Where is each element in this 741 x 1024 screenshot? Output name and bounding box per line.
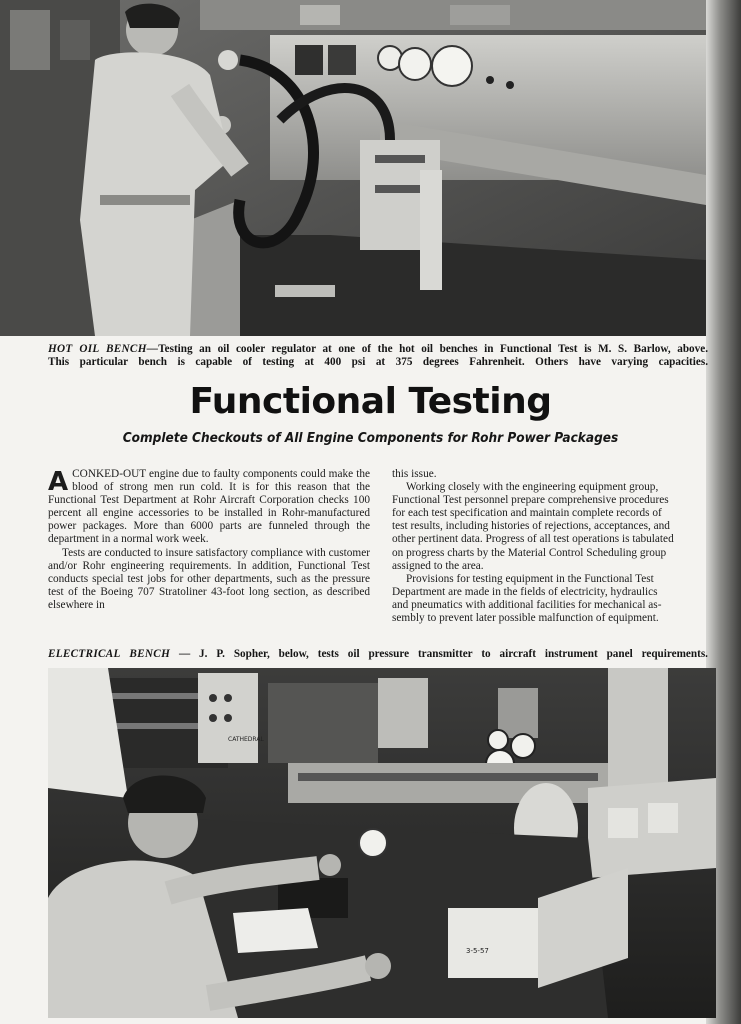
article-subtitle: Complete Checkouts of All Engine Components for Rohr Power Packages — [122, 430, 619, 446]
text-line: on progress charts by the Material Control Scheduling group — [392, 546, 667, 559]
article-column-left — [48, 468, 370, 612]
caption-lead: ELECTRICAL BENCH — [48, 648, 171, 660]
hot-oil-bench-photo — [0, 0, 706, 336]
text-line: and pneumatics with additional facilities for mechanical as- — [392, 598, 662, 611]
caption-text-line: This particular bench is capable of testing at 400 psi at 375 degrees Fahrenheit. Others have varying capacities. — [48, 355, 708, 368]
electrical-bench-caption — [48, 648, 708, 661]
text-line: other pertinent data. Progress of all test operations is tabulated — [392, 533, 674, 546]
text-line: Provisions for testing equipment in the Functional Test — [406, 572, 654, 585]
text-line: Working closely with the engineering equipment group, — [406, 481, 659, 494]
caption-lead: HOT OIL BENCH— — [48, 343, 159, 355]
text-line: this issue. — [392, 468, 437, 480]
caption-text: — J. P. Sopher, below, tests oil pressure transmitter to aircraft instrument panel requirements. — [170, 648, 708, 660]
electrical-bench-photo — [48, 668, 716, 1018]
article-paragraph — [48, 468, 370, 547]
text-line: Department are made in the fields of electricity, hydraulics — [392, 585, 658, 598]
cabinet-label: CATHEDRAL — [228, 736, 264, 743]
text-line: sembly to prevent later possible malfunction of equipment. — [392, 612, 659, 625]
article-paragraph: Tests are conducted to insure satisfactory compliance with customer and/or Rohr engineering requirements. In addition, Functional Test conducts special test jobs for other departments, such as the pressure test of the Boeing 707 Stratoliner 43-foot long section, as described elsewhere in — [48, 546, 370, 611]
hot-oil-bench-caption — [48, 343, 708, 368]
article-title: Functional Testing — [189, 381, 552, 422]
article-column-right — [392, 468, 708, 625]
box-label: 3-5-57 — [466, 947, 489, 955]
caption-text-line: Testing an oil cooler regulator at one of the hot oil benches in Functional Test is M. S. Barlow, above. — [158, 343, 708, 355]
text-line: Functional Test personnel prepare comprehensive procedures — [392, 494, 669, 507]
text-line: assigned to the area. — [392, 559, 484, 572]
text-line: test results, including histories of rejections, acceptances, and — [392, 520, 670, 533]
paragraph-text: CONKED-OUT engine due to faulty components could make the blood of strong men run cold. It is for this reason that the Functional Test Department at Rohr Aircraft Corporation checks 100 percent all engine accessories to be installed in Rohr-manufactured power packages. More than 6000 parts are funneled through the department in a normal work week. — [48, 468, 370, 546]
text-line: for each test specification and maintain complete records of — [392, 507, 662, 520]
drop-cap: A — [48, 467, 69, 497]
